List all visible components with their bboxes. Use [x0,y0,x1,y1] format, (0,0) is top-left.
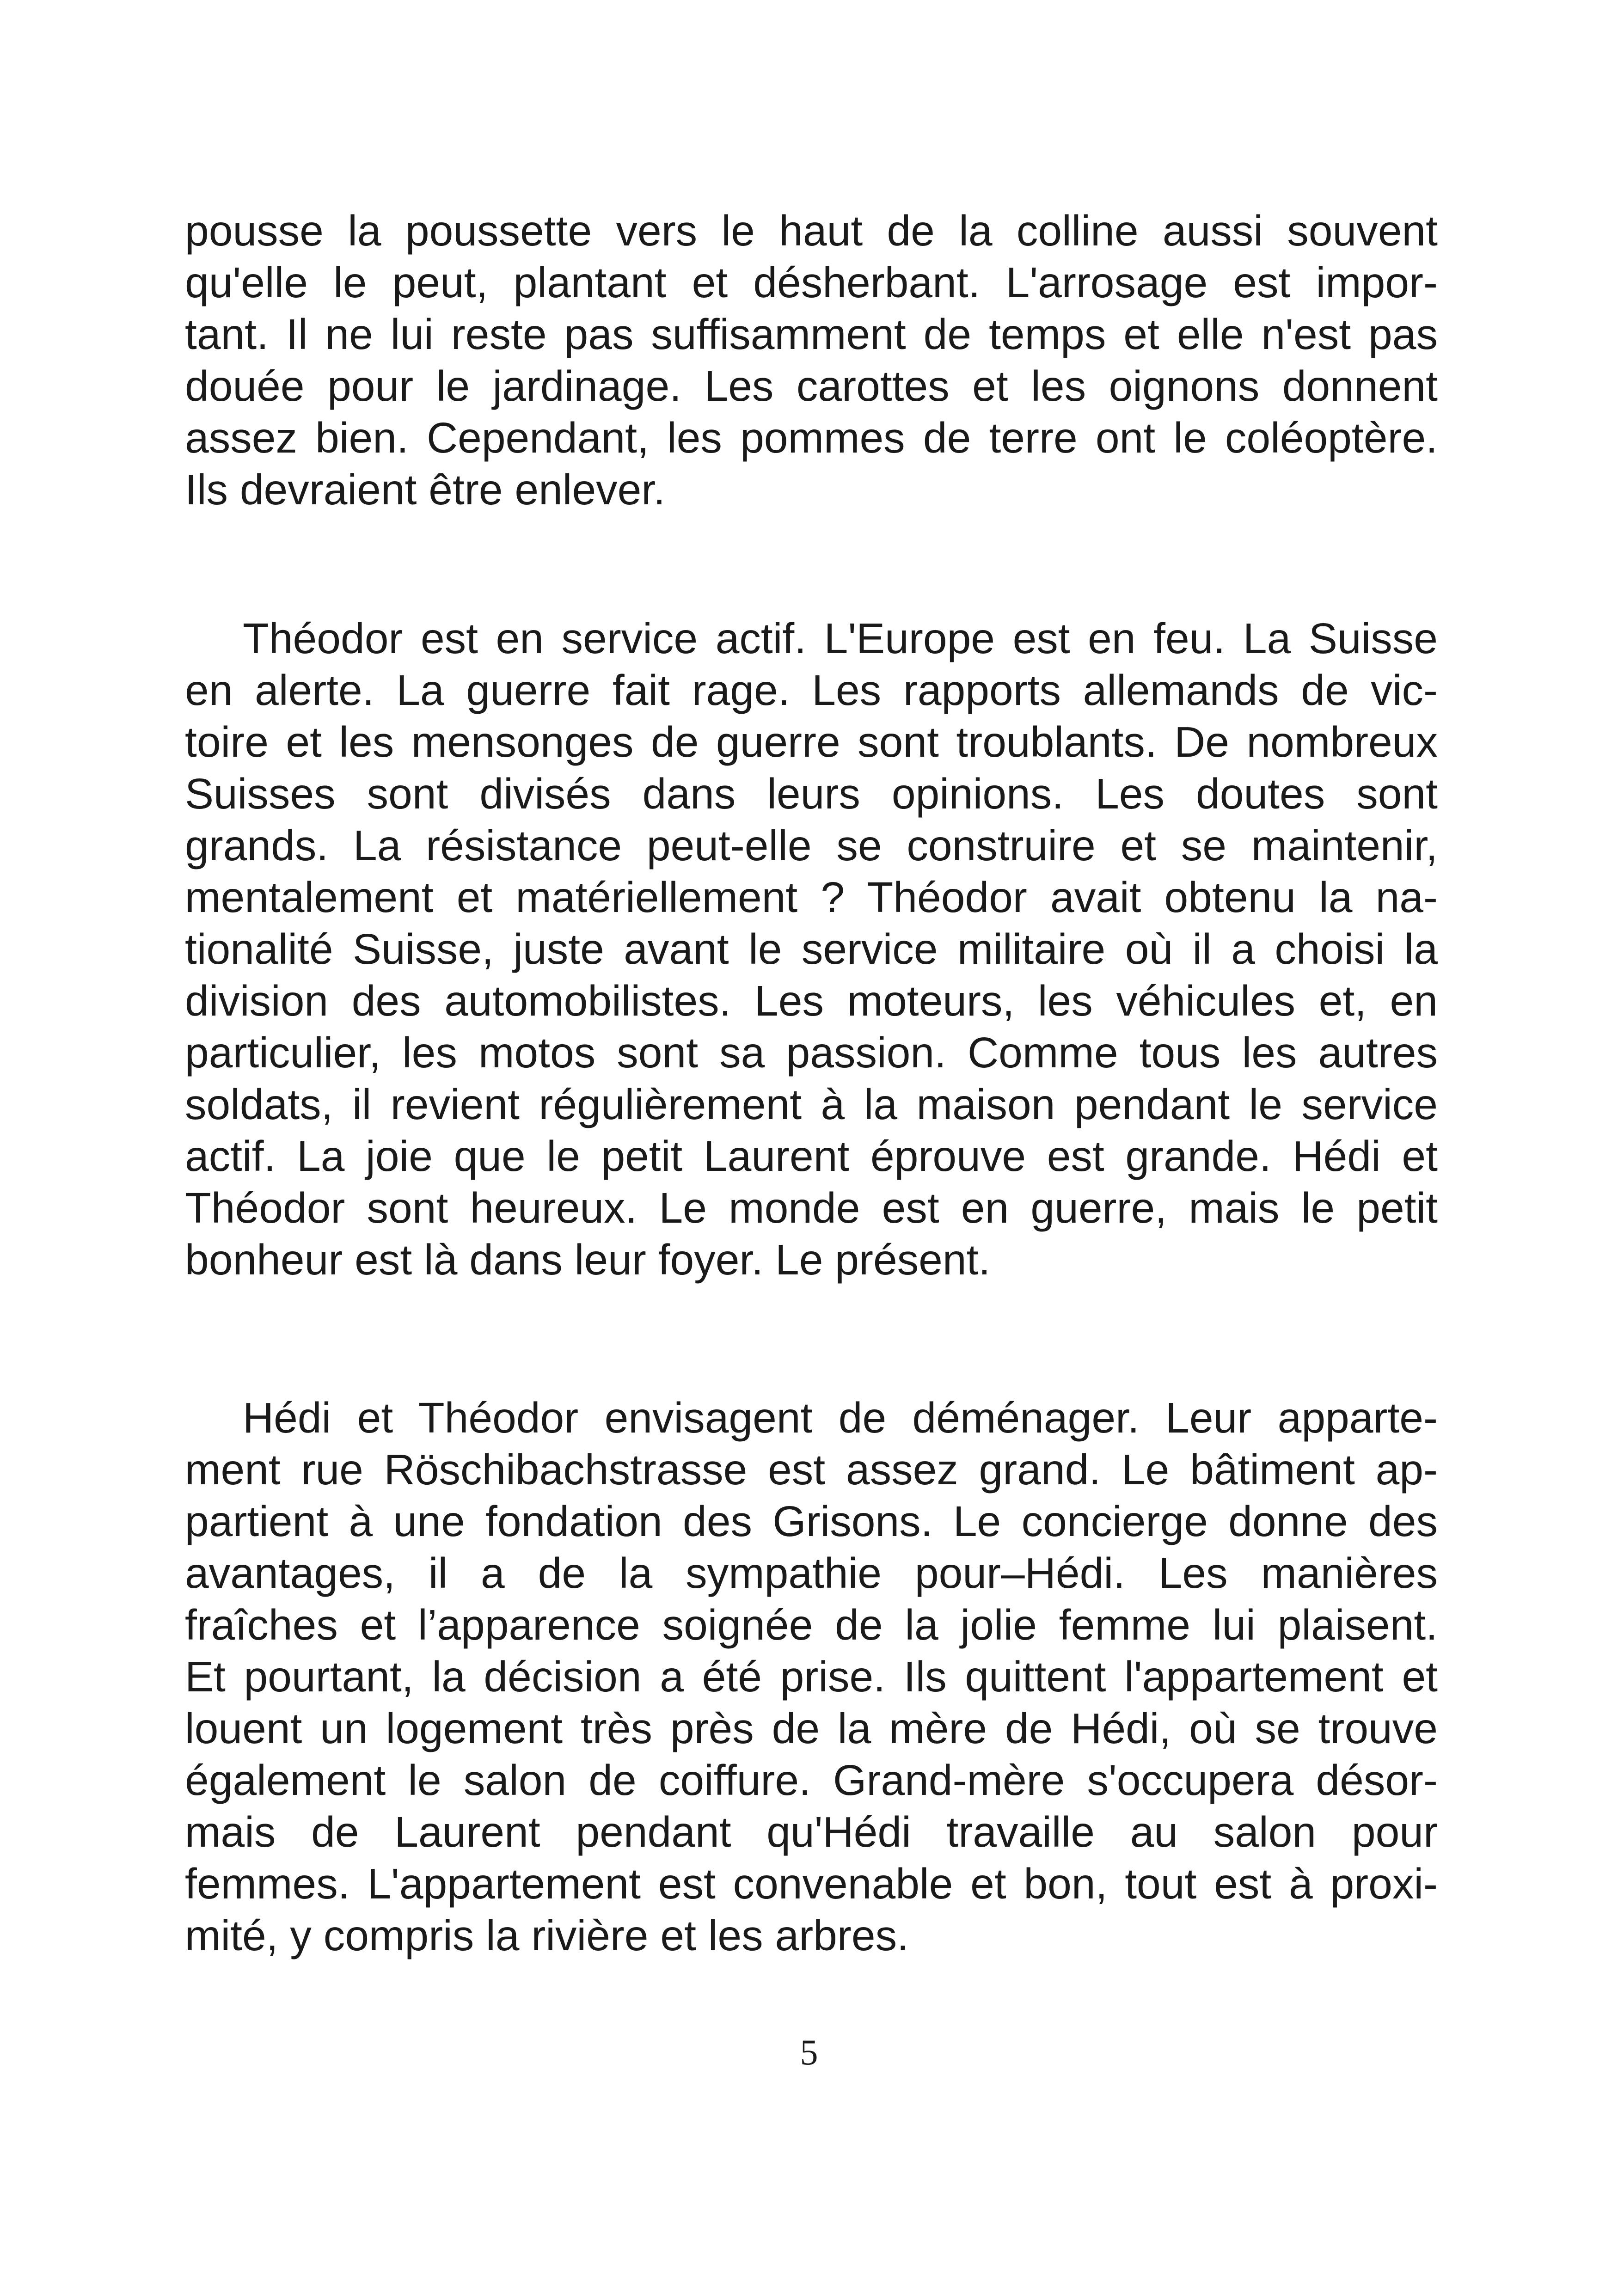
paragraph-line: tant. Il ne lui reste pas suffisamment de temps et elle n'est pas [185,310,1438,358]
paragraph-line: actif. La joie que le petit Laurent éprouve est grande. Hédi et [185,1132,1438,1180]
paragraph-line: assez bien. Cependant, les pommes de terre ont le coléoptère. [185,414,1438,462]
paragraph-line: Hédi et Théodor envisagent de déménager. Leur apparte- [243,1394,1438,1442]
paragraph-line: avantages, il a de la sympathie pour–Hédi. Les manières [185,1549,1438,1597]
paragraph-line: particulier, les motos sont sa passion. Comme tous les autres [185,1029,1438,1077]
paragraph-line: mentalement et matériellement ? Théodor avait obtenu la na- [185,873,1438,921]
paragraph-line: Théodor est en service actif. L'Europe est en feu. La Suisse [243,614,1438,662]
paragraph-line: bonheur est là dans leur foyer. Le présent. [185,1236,991,1284]
paragraph-line: tionalité Suisse, juste avant le service militaire où il a choisi la [185,925,1438,973]
paragraph-line: ment rue Röschibachstrasse est assez grand. Le bâtiment ap- [185,1445,1438,1494]
paragraph-line: qu'elle le peut, plantant et désherbant. L'arrosage est impor- [185,258,1438,306]
paragraph-line: partient à une fondation des Grisons. Le concierge donne des [185,1497,1438,1545]
paragraph-line: Ils devraient être enlever. [185,465,666,514]
paragraph-line: également le salon de coiffure. Grand-mère s'occupera désor- [185,1756,1438,1804]
page-number: 5 [800,2032,818,2072]
paragraph-line: pousse la poussette vers le haut de la colline aussi souvent [185,207,1438,255]
paragraph-3 [185,1392,1438,1961]
paragraph-line: grands. La résistance peut-elle se construire et se maintenir, [185,821,1438,869]
paragraph-line: mité, y compris la rivière et les arbres. [185,1911,909,1959]
paragraph-line: toire et les mensonges de guerre sont troublants. De nombreux [185,718,1438,766]
paragraph-line: soldats, il revient régulièrement à la maison pendant le service [185,1080,1438,1128]
paragraph-1 [185,205,1438,515]
paragraph-line: Suisses sont divisés dans leurs opinions. Les doutes sont [185,770,1438,818]
paragraph-line: mais de Laurent pendant qu'Hédi travaille au salon pour [185,1808,1438,1856]
paragraph-line: en alerte. La guerre fait rage. Les rapports allemands de vic- [185,666,1438,714]
paragraph-line: division des automobilistes. Les moteurs, les véhicules et, en [185,977,1438,1025]
paragraph-line: louent un logement très près de la mère de Hédi, où se trouve [185,1704,1438,1752]
paragraph-line: Théodor sont heureux. Le monde est en guerre, mais le petit [185,1184,1438,1232]
paragraph-line: fraîches et l’apparence soignée de la jolie femme lui plaisent. [185,1601,1438,1649]
paragraph-2 [185,612,1438,1286]
paragraph-line: Et pourtant, la décision a été prise. Ils quittent l'appartement et [185,1653,1438,1701]
paragraph-line: femmes. L'appartement est convenable et bon, tout est à proxi- [185,1860,1438,1908]
paragraph-line: douée pour le jardinage. Les carottes et les oignons donnent [185,362,1438,410]
